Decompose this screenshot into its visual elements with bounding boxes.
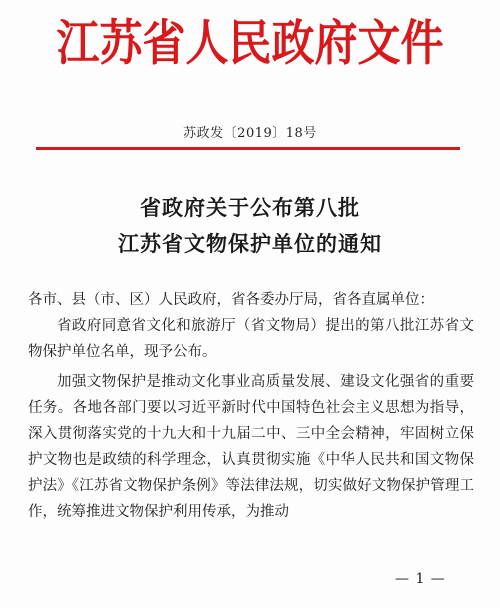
document-body xyxy=(28,287,474,525)
page-number: — 1 — xyxy=(395,571,446,587)
body-paragraph-1: 省政府同意省文化和旅游厅（省文物局）提出的第八批江苏省文物保护单位名单，现予公布。 xyxy=(28,318,474,360)
document-title-line2: 江苏省文物保护单位的通知 xyxy=(118,231,382,256)
addressee-line: 各市、县（市、区）人民政府，省各委办厅局，省各直属单位： xyxy=(28,292,434,308)
body-paragraph-2: 加强文物保护是推动文化事业高质量发展、建设文化强省的重要任务。各地各部门要以习近平新时代中国特色社会主义思想为指导，深入贯彻落实党的十九大和十九届二中、三中全会精神，牢固树立保护文物也是政绩的科学理念，认真贯彻实施《中华人民共和国文物保护法》《江苏省文物保护条例》等法律法规，切实做好文物保护管理工作，统筹推进文物保护利用传承，为推动 xyxy=(28,374,474,520)
document-number: 苏政发〔2019〕18号 xyxy=(183,126,317,141)
document-title-line1: 省政府关于公布第八批 xyxy=(140,195,360,220)
issuer-masthead: 江苏省人民政府文件 xyxy=(56,15,444,72)
red-divider-rule xyxy=(36,147,460,150)
